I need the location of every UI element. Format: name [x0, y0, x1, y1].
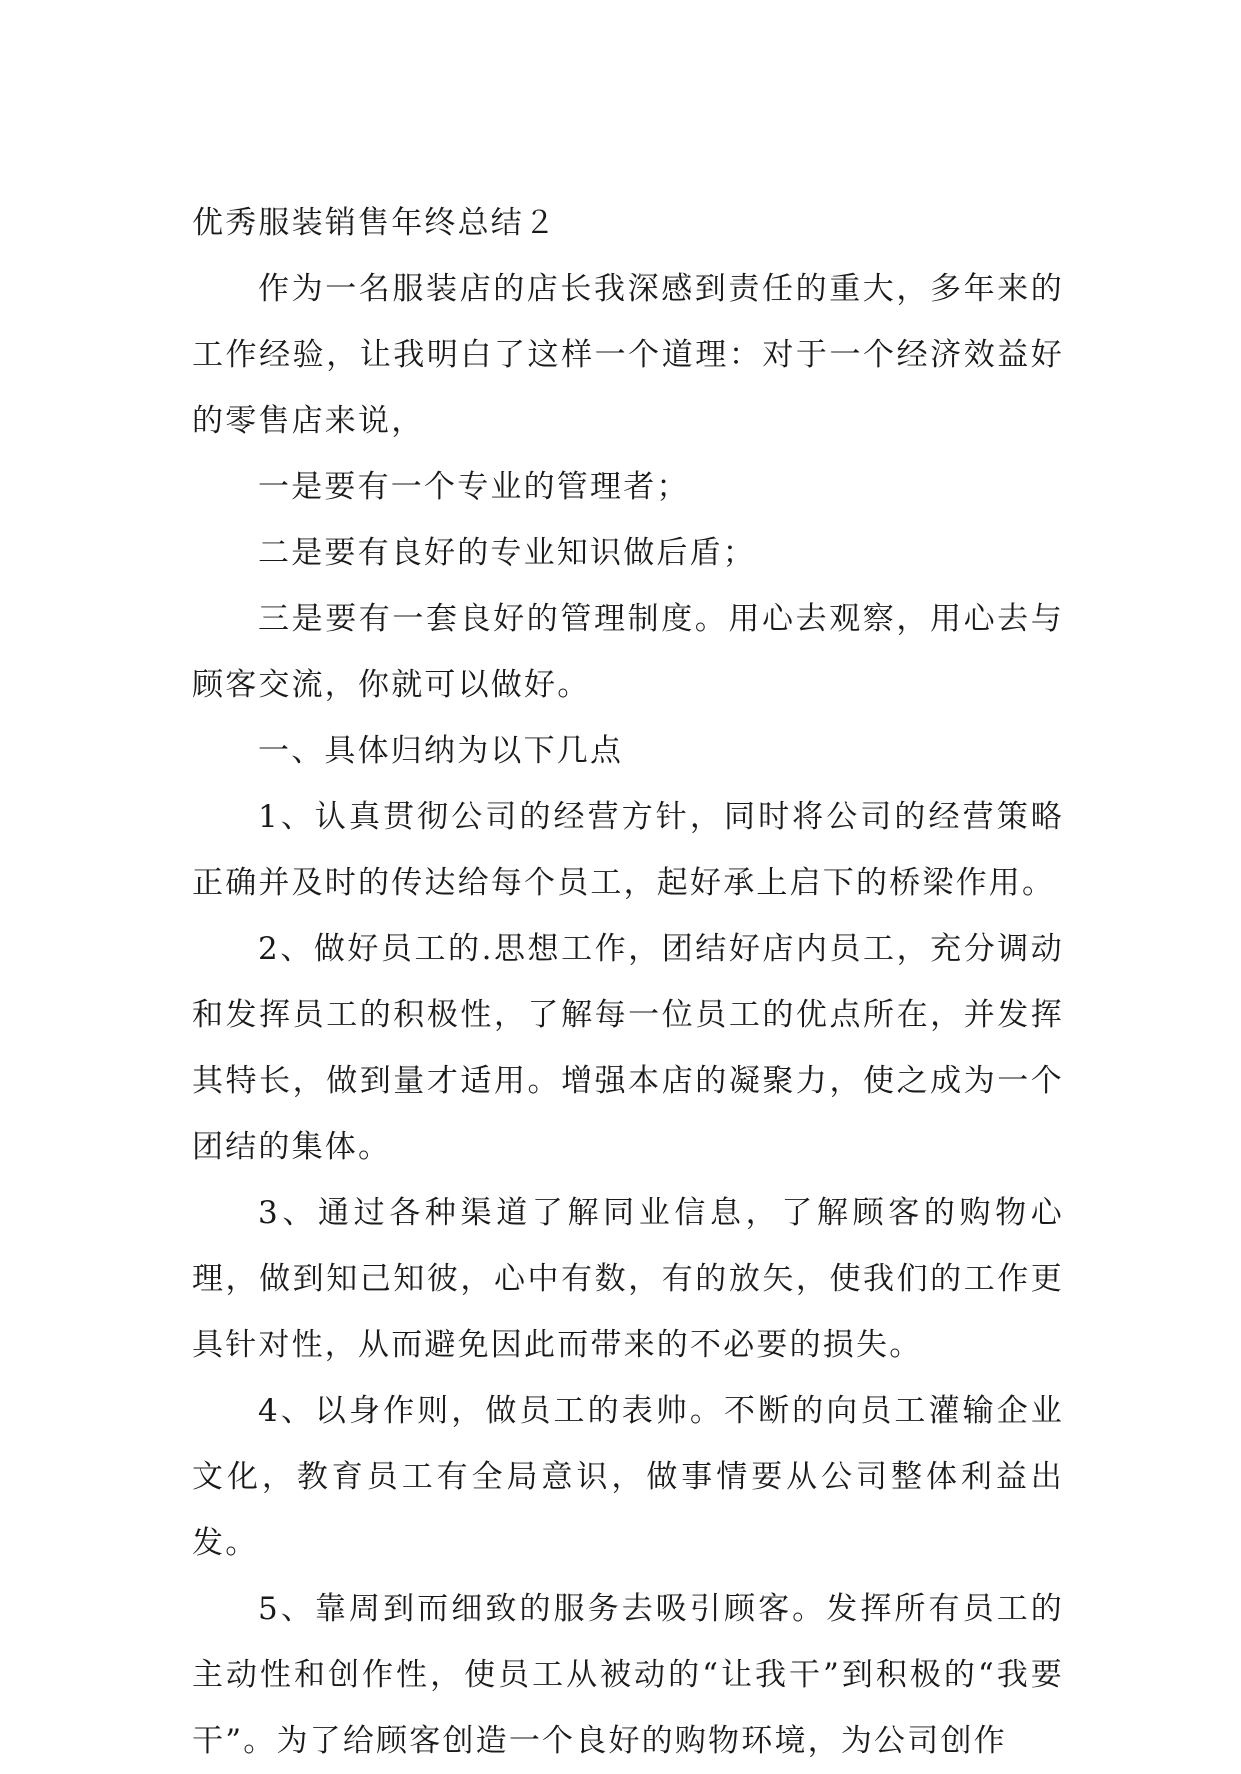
document-body	[192, 190, 1064, 1774]
section-heading: 一、具体归纳为以下几点	[258, 733, 624, 769]
list-item-3: 3、通过各种渠道了解同业信息，了解顾客的购物心理，做到知己知彼，心中有数，有的放矢，使我们的工作更具针对性，从而避免因此而带来的不必要的损失。	[192, 1195, 1064, 1363]
document-title: 优秀服装销售年终总结２	[192, 205, 558, 241]
paragraph-intro: 作为一名服装店的店长我深感到责任的重大，多年来的工作经验，让我明白了这样一个道理：对于一个经济效益好的零售店来说，	[192, 271, 1064, 439]
paragraph-point-three: 三是要有一套良好的管理制度。用心去观察，用心去与顾客交流，你就可以做好。	[192, 601, 1064, 703]
paragraph-point-one: 一是要有一个专业的管理者；	[258, 469, 690, 505]
list-item-4: 4、以身作则，做员工的表帅。不断的向员工灌输企业文化，教育员工有全局意识，做事情要从公司整体利益出发。	[192, 1393, 1064, 1561]
list-item-5: 5、靠周到而细致的服务去吸引顾客。发挥所有员工的主动性和创作性，使员工从被动的“让我干”到积极的“我要干”。为了给顾客创造一个良好的购物环境，为公司创作	[192, 1591, 1064, 1759]
list-item-1: 1、认真贯彻公司的经营方针，同时将公司的经营策略正确并及时的传达给每个员工，起好承上启下的桥梁作用。	[192, 799, 1064, 901]
list-item-2: 2、做好员工的.思想工作，团结好店内员工，充分调动和发挥员工的积极性，了解每一位员工的优点所在，并发挥其特长，做到量才适用。增强本店的凝聚力，使之成为一个团结的集体。	[192, 931, 1064, 1165]
paragraph-point-two: 二是要有良好的专业知识做后盾；	[258, 535, 756, 571]
